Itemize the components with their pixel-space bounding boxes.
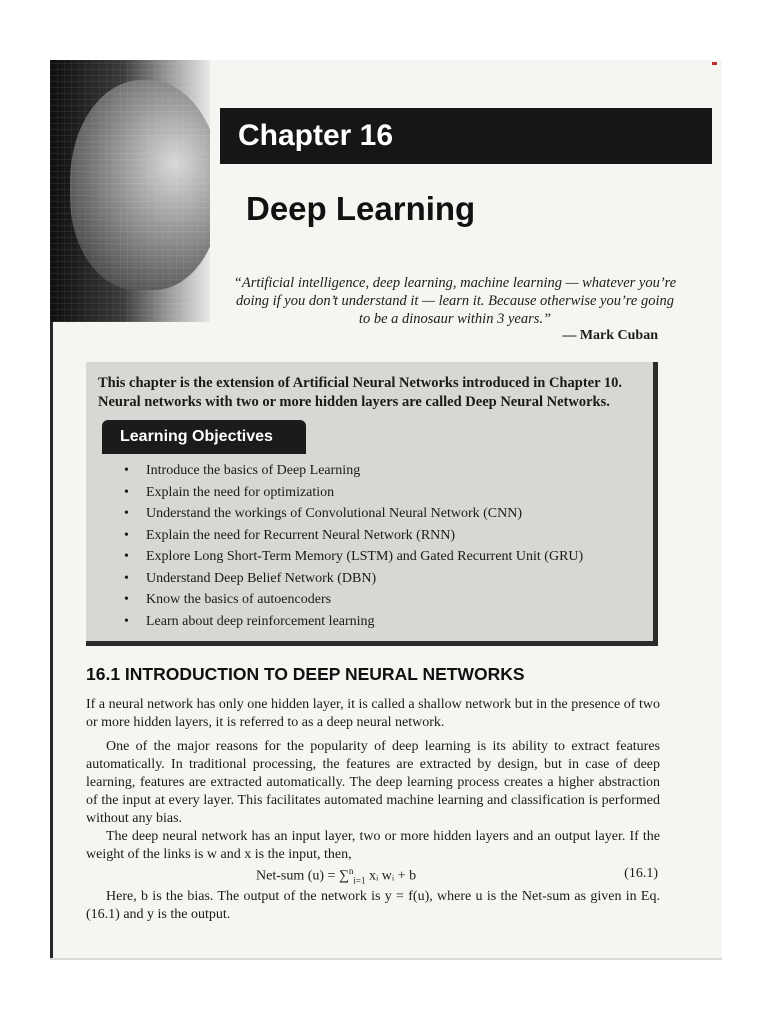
equation-upper-limit: n (348, 866, 354, 876)
objective-text: Learn about deep reinforcement learning (146, 613, 375, 629)
chapter-title: Deep Learning (246, 190, 476, 227)
objective-text: Introduce the basics of Deep Learning (146, 463, 361, 478)
bullet-icon: • (124, 613, 129, 629)
paragraph-1: If a neural network has only one hidden layer, it is called a shallow network but in the presence of two or more hidden layers, it is referred to as a deep neural network. (86, 697, 660, 730)
paragraph-3: The deep neural network has an input layer, two or more hidden layers and an output layer. If the weight of the links is w and x is the input, then, (86, 829, 660, 862)
bullet-icon: • (124, 463, 129, 478)
section-heading: 16.1 INTRODUCTION TO DEEP NEURAL NETWORKS (86, 664, 525, 684)
bullet-icon: • (124, 592, 129, 607)
objective-item (122, 611, 642, 633)
bullet-icon: • (124, 527, 129, 543)
equation-number: (16.1) (624, 866, 658, 881)
learning-objectives-heading: Learning Objectives (102, 420, 306, 454)
paragraph-4: Here, b is the bias. The output of the network is y = f(u), where u is the Net-sum as given in Eq. (16.1) and y is the output. (86, 889, 660, 922)
objective-item (122, 589, 642, 611)
digital-mesh-overlay (50, 60, 210, 322)
objective-text: Know the basics of autoencoders (146, 592, 332, 607)
objective-text: Explain the need for Recurrent Neural Network (RNN) (146, 527, 456, 543)
objective-text: Explore Long Short-Term Memory (LSTM) and Gated Recurrent Unit (GRU) (146, 549, 584, 564)
objective-item (122, 503, 642, 525)
epigraph-author: — Mark Cuban (562, 328, 658, 343)
objective-item (122, 482, 642, 504)
page-bottom-edge (50, 958, 722, 960)
objective-text: Understand the workings of Convolutional Neural Network (CNN) (146, 506, 522, 521)
epigraph-quote: “Artificial intelligence, deep learning, machine learning — whatever you’re doing if you don’t understand it — learn it. Because otherwise you’re going to be a dinosaur within 3 years.” (233, 275, 677, 327)
chapter-label: Chapter 16 (220, 108, 712, 164)
chapter-portrait-image (50, 60, 210, 322)
objective-item (122, 546, 642, 568)
sigma-symbol: ∑ (338, 868, 349, 884)
objective-text: Understand Deep Belief Network (DBN) (146, 570, 377, 586)
bullet-icon: • (124, 506, 129, 521)
intro-text: This chapter is the extension of Artificial Neural Networks introduced in Chapter 10. Neural networks with two or more hidden layers are called Deep Neural Networks. (98, 375, 623, 410)
red-mark (712, 62, 717, 65)
learning-objectives-list (122, 460, 642, 632)
objective-text: Explain the need for optimization (146, 484, 335, 500)
equation-rhs: xᵢ wᵢ + b (365, 868, 417, 884)
bullet-icon: • (124, 570, 129, 586)
objective-item (122, 568, 642, 590)
equation-lhs: Net-sum (u) = (256, 868, 339, 884)
equation-lower-limit: i=1 (353, 875, 366, 886)
bullet-icon: • (124, 484, 129, 500)
objective-item (122, 525, 642, 547)
equation-body (256, 866, 416, 885)
objective-item (122, 460, 642, 482)
bullet-icon: • (124, 549, 129, 564)
paragraph-2: One of the major reasons for the popularity of deep learning is its ability to extract features automatically. In traditional processing, the features are extracted by design, but in case of deep learning, features are extracted automatically. The deep learning process creates a higher abstraction of the input at every layer. This facilitates automated machine learning and classification is performed without any bias. (86, 739, 660, 826)
